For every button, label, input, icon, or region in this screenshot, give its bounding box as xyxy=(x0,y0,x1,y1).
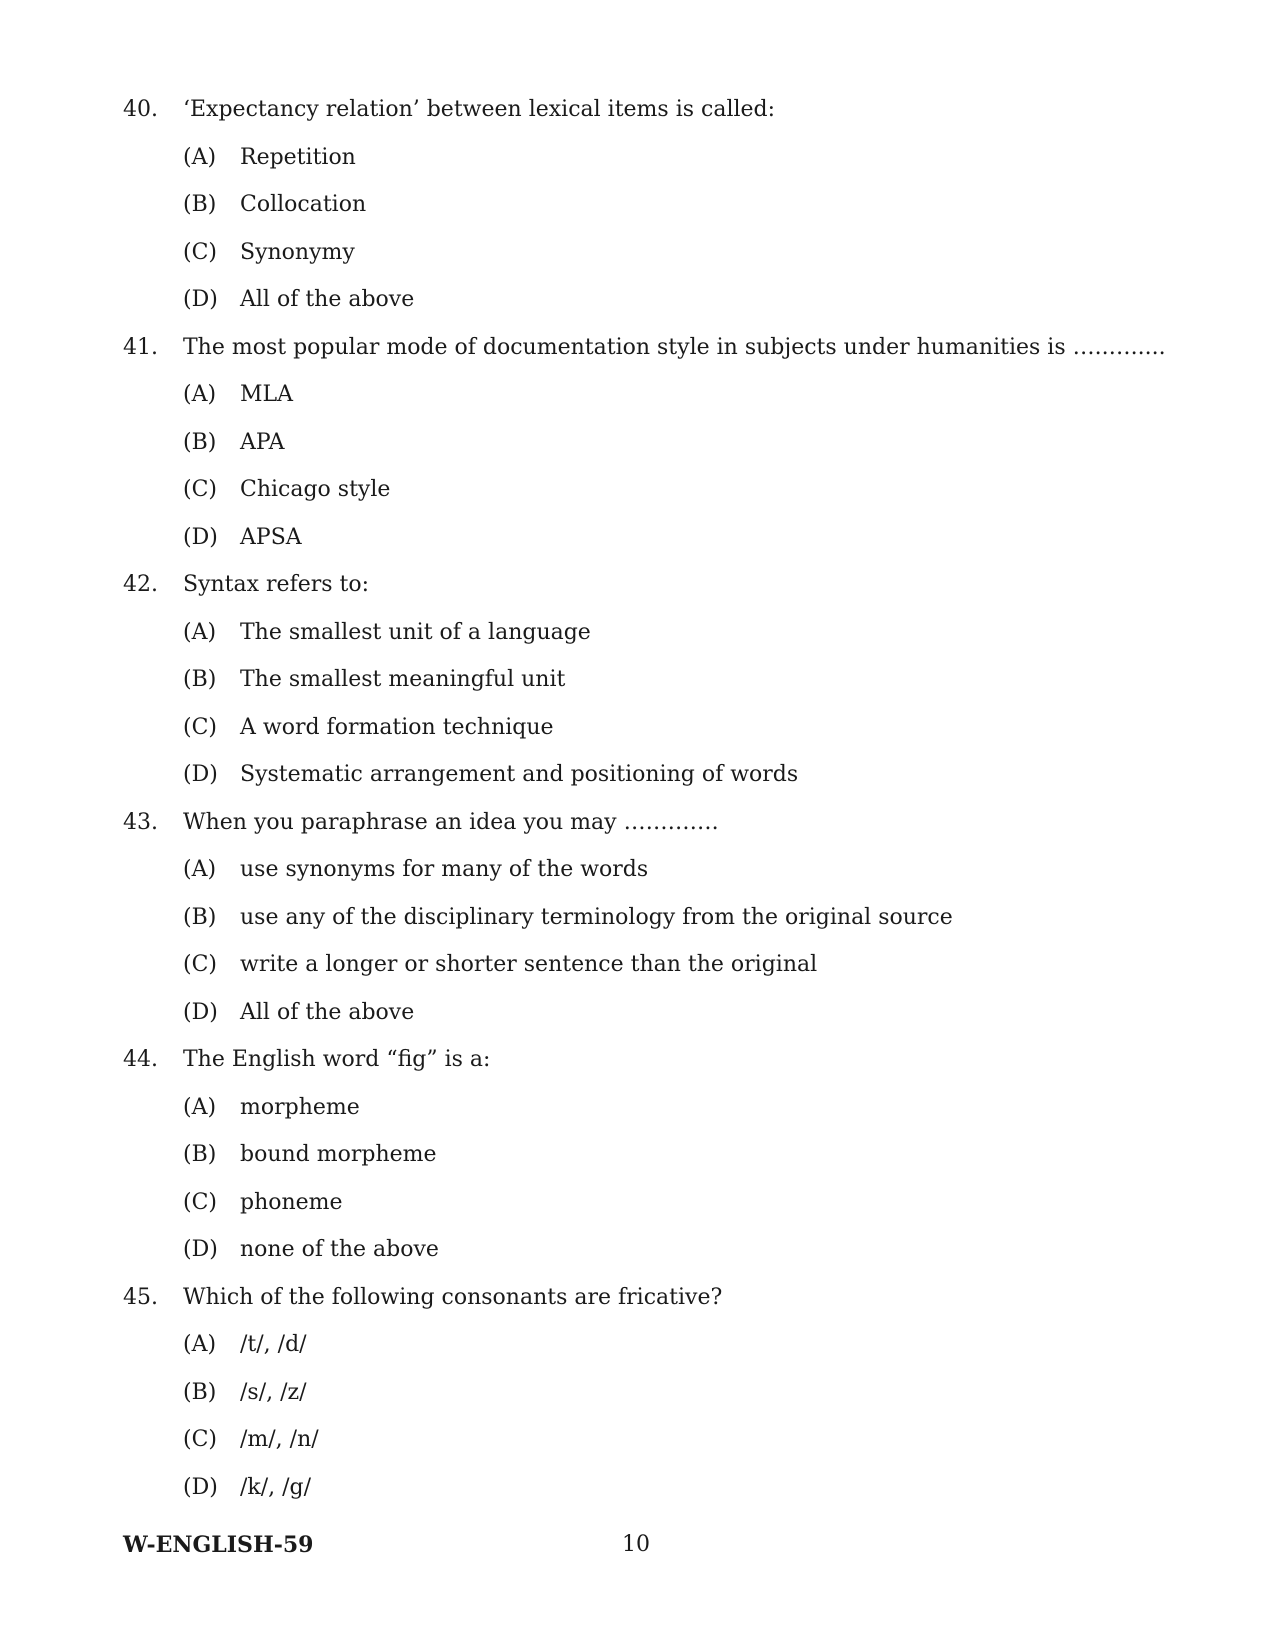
question-number: 42. xyxy=(123,572,158,597)
question-text: Which of the following consonants are fricative? xyxy=(183,1284,723,1310)
option-text: All of the above xyxy=(240,999,415,1025)
option-text: bound morpheme xyxy=(240,1142,437,1167)
question-stem xyxy=(123,1046,1143,1094)
question-stem xyxy=(123,571,1143,619)
option-text: /s/, /z/ xyxy=(240,1379,307,1405)
option-text: APSA xyxy=(240,524,302,550)
option-letter: (A) xyxy=(183,619,217,645)
option-c xyxy=(123,476,1143,524)
question-42 xyxy=(123,571,1143,809)
option-letter: (A) xyxy=(183,144,217,170)
option-letter: (C) xyxy=(183,1427,217,1452)
option-c xyxy=(123,1189,1143,1237)
option-letter: (D) xyxy=(183,999,218,1025)
option-text: Collocation xyxy=(240,192,367,217)
option-d xyxy=(123,999,1143,1047)
question-44 xyxy=(123,1046,1143,1284)
question-text: Syntax refers to: xyxy=(183,572,370,597)
option-text: write a longer or shorter sentence than the original xyxy=(240,952,818,977)
option-c xyxy=(123,1426,1143,1474)
option-b xyxy=(123,666,1143,714)
option-text: use synonyms for many of the words xyxy=(240,857,649,882)
question-number: 40. xyxy=(123,97,158,122)
question-text: When you paraphrase an idea you may …………. xyxy=(183,809,719,835)
option-text: A word formation technique xyxy=(240,714,554,740)
question-stem xyxy=(123,96,1143,144)
option-a xyxy=(123,1331,1143,1379)
question-number: 44. xyxy=(123,1047,158,1072)
question-45 xyxy=(123,1284,1143,1522)
question-text: ‘Expectancy relation’ between lexical items is called: xyxy=(183,97,776,122)
option-text: Systematic arrangement and positioning of words xyxy=(240,762,799,787)
option-letter: (D) xyxy=(183,1237,218,1262)
option-a xyxy=(123,381,1143,429)
option-text: /t/, /d/ xyxy=(240,1332,307,1357)
option-letter: (C) xyxy=(183,1189,217,1215)
option-letter: (D) xyxy=(183,1474,218,1500)
question-text: The most popular mode of documentation style in subjects under humanities is …..…..... xyxy=(183,334,1166,360)
option-text: The smallest meaningful unit xyxy=(240,667,566,692)
option-text: Synonymy xyxy=(240,239,355,265)
option-a xyxy=(123,144,1143,192)
option-c xyxy=(123,239,1143,287)
option-d xyxy=(123,286,1143,334)
option-letter: (B) xyxy=(183,192,217,217)
option-letter: (B) xyxy=(183,667,217,692)
option-text: All of the above xyxy=(240,287,415,312)
option-b xyxy=(123,904,1143,952)
option-text: /k/, /g/ xyxy=(240,1474,312,1500)
option-text: morpheme xyxy=(240,1094,360,1120)
option-d xyxy=(123,1236,1143,1284)
option-letter: (B) xyxy=(183,1142,217,1167)
option-letter: (A) xyxy=(183,1094,217,1120)
option-text: Chicago style xyxy=(240,477,391,502)
option-letter: (C) xyxy=(183,477,217,502)
option-letter: (B) xyxy=(183,429,217,455)
option-text: APA xyxy=(240,429,285,455)
question-text: The English word “fig” is a: xyxy=(183,1047,491,1072)
option-text: use any of the disciplinary terminology from the original source xyxy=(240,904,953,930)
question-stem xyxy=(123,334,1166,382)
question-41 xyxy=(123,334,1166,572)
option-letter: (C) xyxy=(183,714,217,740)
option-letter: (B) xyxy=(183,904,217,930)
question-stem xyxy=(123,809,1143,857)
option-d xyxy=(123,524,1143,572)
option-letter: (D) xyxy=(183,287,218,312)
option-b xyxy=(123,191,1143,239)
question-number: 43. xyxy=(123,809,158,835)
question-number: 41. xyxy=(123,334,158,360)
option-letter: (D) xyxy=(183,762,218,787)
option-letter: (B) xyxy=(183,1379,217,1405)
option-letter: (A) xyxy=(183,1332,217,1357)
question-list xyxy=(123,96,1166,1521)
option-text: The smallest unit of a language xyxy=(240,619,591,645)
question-stem xyxy=(123,1284,1143,1332)
option-d xyxy=(123,1474,1143,1522)
option-b xyxy=(123,1141,1143,1189)
option-letter: (A) xyxy=(183,382,217,407)
option-text: phoneme xyxy=(240,1189,343,1215)
option-text: MLA xyxy=(240,382,294,407)
option-a xyxy=(123,856,1143,904)
option-a xyxy=(123,1094,1143,1142)
question-43 xyxy=(123,809,1143,1047)
option-c xyxy=(123,714,1143,762)
option-text: Repetition xyxy=(240,144,356,170)
option-d xyxy=(123,761,1143,809)
question-40 xyxy=(123,96,1143,334)
option-letter: (A) xyxy=(183,857,217,882)
question-number: 45. xyxy=(123,1284,158,1310)
page-number: 10 xyxy=(622,1532,650,1557)
option-a xyxy=(123,619,1143,667)
option-b xyxy=(123,429,1143,477)
option-text: /m/, /n/ xyxy=(240,1427,319,1452)
option-c xyxy=(123,951,1143,999)
option-text: none of the above xyxy=(240,1237,439,1262)
option-letter: (C) xyxy=(183,239,217,265)
option-letter: (D) xyxy=(183,524,218,550)
option-letter: (C) xyxy=(183,952,217,977)
option-b xyxy=(123,1379,1143,1427)
paper-code: W-ENGLISH-59 xyxy=(123,1532,314,1558)
